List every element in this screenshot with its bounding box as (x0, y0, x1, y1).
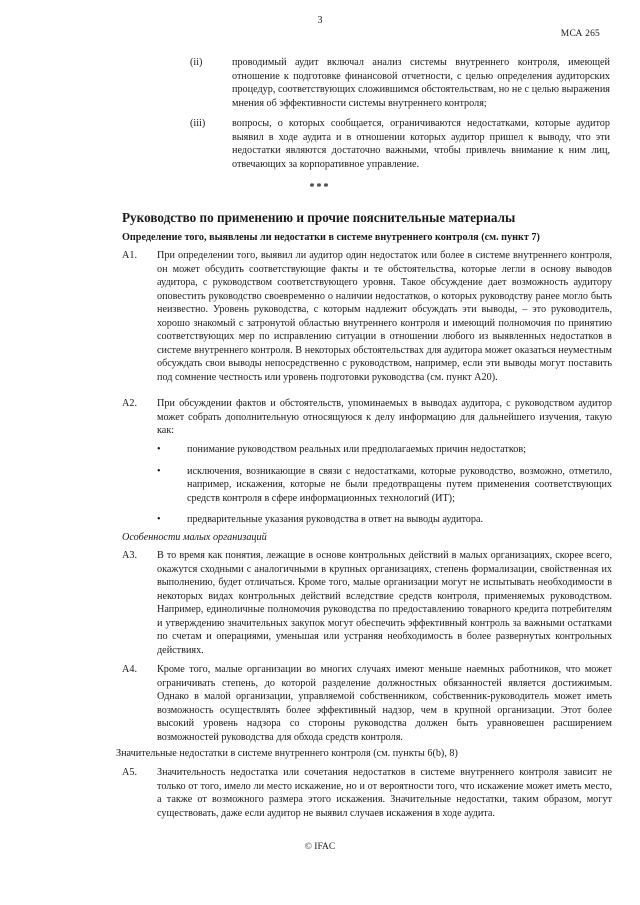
bullet-icon: • (157, 514, 161, 525)
paragraph-label: А3. (122, 550, 137, 561)
bullet-text: понимание руководством реальных или предполагаемых причин недостатков; (187, 444, 526, 455)
bullet-text: предварительные указания руководства в ответ на выводы аудитора. (187, 514, 484, 525)
subheading-deficiency-identification: Определение того, выявлены ли недостатки в системе внутреннего контроля (см. пункт 7) (122, 232, 540, 243)
section-title: Руководство по применению и прочие пояснительные материалы (122, 210, 516, 225)
bullet-item (157, 513, 612, 527)
subheading-significant-deficiencies: Значительные недостатки в системе внутреннего контроля (см. пункты 6(b), 8) (116, 748, 458, 759)
paragraph-text: При обсуждении фактов и обстоятельств, упоминаемых в выводах аудитора, с руководством аудитор может собрать дополнительную относящуюся к делу информацию для дальнейшего изучения, такую как: (157, 398, 612, 436)
paragraph-label: А1. (122, 250, 137, 261)
list-item-text: проводимый аудит включал анализ системы внутреннего контроля, имеющей отношение к подготовке финансовой отчетности, с целью определения аудиторских процедур, соответствующих сложившимся обстоятельствам, но не с целью выражения мнения об эффективности системы внутреннего контроля; (232, 57, 610, 109)
page-number: 3 (317, 15, 323, 26)
list-item-text: вопросы, о которых сообщается, ограничиваются недостатками, которые аудитор выявил в ходе аудита и в отношении которых аудитор пришел к выводу, что эти недостатки являются достаточно важными, чтобы привлечь внимание к ним лиц, отвечающих за корпоративное управление. (232, 118, 610, 170)
subheading-small-entities: Особенности малых организаций (122, 532, 267, 543)
paragraph-text: Кроме того, малые организации во многих случаях имеют меньше наемных работников, что может ограничивать степень, до которой разделение должностных обязанностей является достижимым. Однако в малой организации, управляемой собственником, собственник-руководитель может иметь возможность осуществлять более эффективный надзор, чем в крупной организации. Этот более высокий уровень надзора со стороны руководства должен быть уравновешен расширением возможностей руководства для обхода средств контроля. (157, 664, 612, 743)
bullet-list (157, 443, 612, 535)
copyright-footer: © IFAC (304, 842, 336, 852)
document-code: МСА 265 (560, 29, 600, 39)
list-item-ii (190, 56, 610, 110)
bullet-text: исключения, возникающие в связи с недостатками, которые руководство, возможно, отметило, например, искажения, которые не были предотвращены путем применения соответствующих средств контроля в сфере информационных технологий (ИТ); (187, 465, 612, 504)
bullet-icon: • (157, 465, 161, 477)
paragraph-text: Значительность недостатка или сочетания недостатков в системе внутреннего контроля зависит не только от того, имело ли место искажение, но и от вероятности того, что искажение может иметь место, а также от возможного размера этого искажения. Значительные недостатки, таким образом, могут существовать, даже если аудитор не выявил случаев искажения в ходе аудита. (157, 767, 612, 819)
paragraph-label: А4. (122, 664, 137, 675)
section-separator: *** (309, 182, 331, 193)
bullet-item (157, 443, 612, 457)
bullet-icon: • (157, 444, 161, 455)
bullet-item (157, 465, 612, 506)
list-marker: (ii) (190, 57, 203, 68)
list-marker: (iii) (190, 118, 206, 129)
list-item-iii (190, 117, 610, 171)
paragraph-label: А5. (122, 767, 137, 778)
paragraph-a1 (122, 249, 612, 384)
paragraph-a5 (122, 766, 612, 820)
paragraph-a4 (122, 663, 612, 744)
paragraph-text: В то время как понятия, лежащие в основе контрольных действий в малых организациях, скорее всего, окажутся сходными с аналогичными в крупных организациях, степень формализации, свойственная их выполнению, будет отличаться. Кроме того, малые организации могут не испытывать необходимости в некоторых видах контрольных действий вследствие средств контроля, применяемых руководством. Например, единоличные полномочия руководства по предоставлению товарного кредита потребителям и утверждению значительных закупок могут обеспечить эффективный контроль за важными остатками по счетам и операциями, уменьшая или устраняя необходимость в более развернутых контрольных действиях. (157, 550, 612, 656)
paragraph-a2 (122, 397, 612, 438)
paragraph-text: При определении того, выявил ли аудитор один недостаток или более в системе внутреннего контроля, он может обсудить соответствующие факты и те обстоятельства, которые легли в основу выводов аудитора, с руководством соответствующего уровня. Такое обсуждение дает возможность аудитору оповестить руководство своевременно о наличии недостатков, о которых руководству ранее могло быть неизвестно. Уровень руководства, с которым надлежит обсуждать эти выводы, – это руководитель, хорошо знакомый с затронутой областью внутреннего контроля и имеющий полномочия по принятию соответствующих мер по исправлению ситуации в отношении любого из выявленных недостатков в системе внутреннего контроля. В некоторых обстоятельствах для аудитора может оказаться неуместным обсуждать свои выводы непосредственно с руководством, например, если эти выводы могут поставить под сомнение честность или уровень подготовки руководства (см. пункт А20). (157, 250, 612, 383)
paragraph-a3 (122, 549, 612, 657)
paragraph-label: А2. (122, 398, 137, 409)
